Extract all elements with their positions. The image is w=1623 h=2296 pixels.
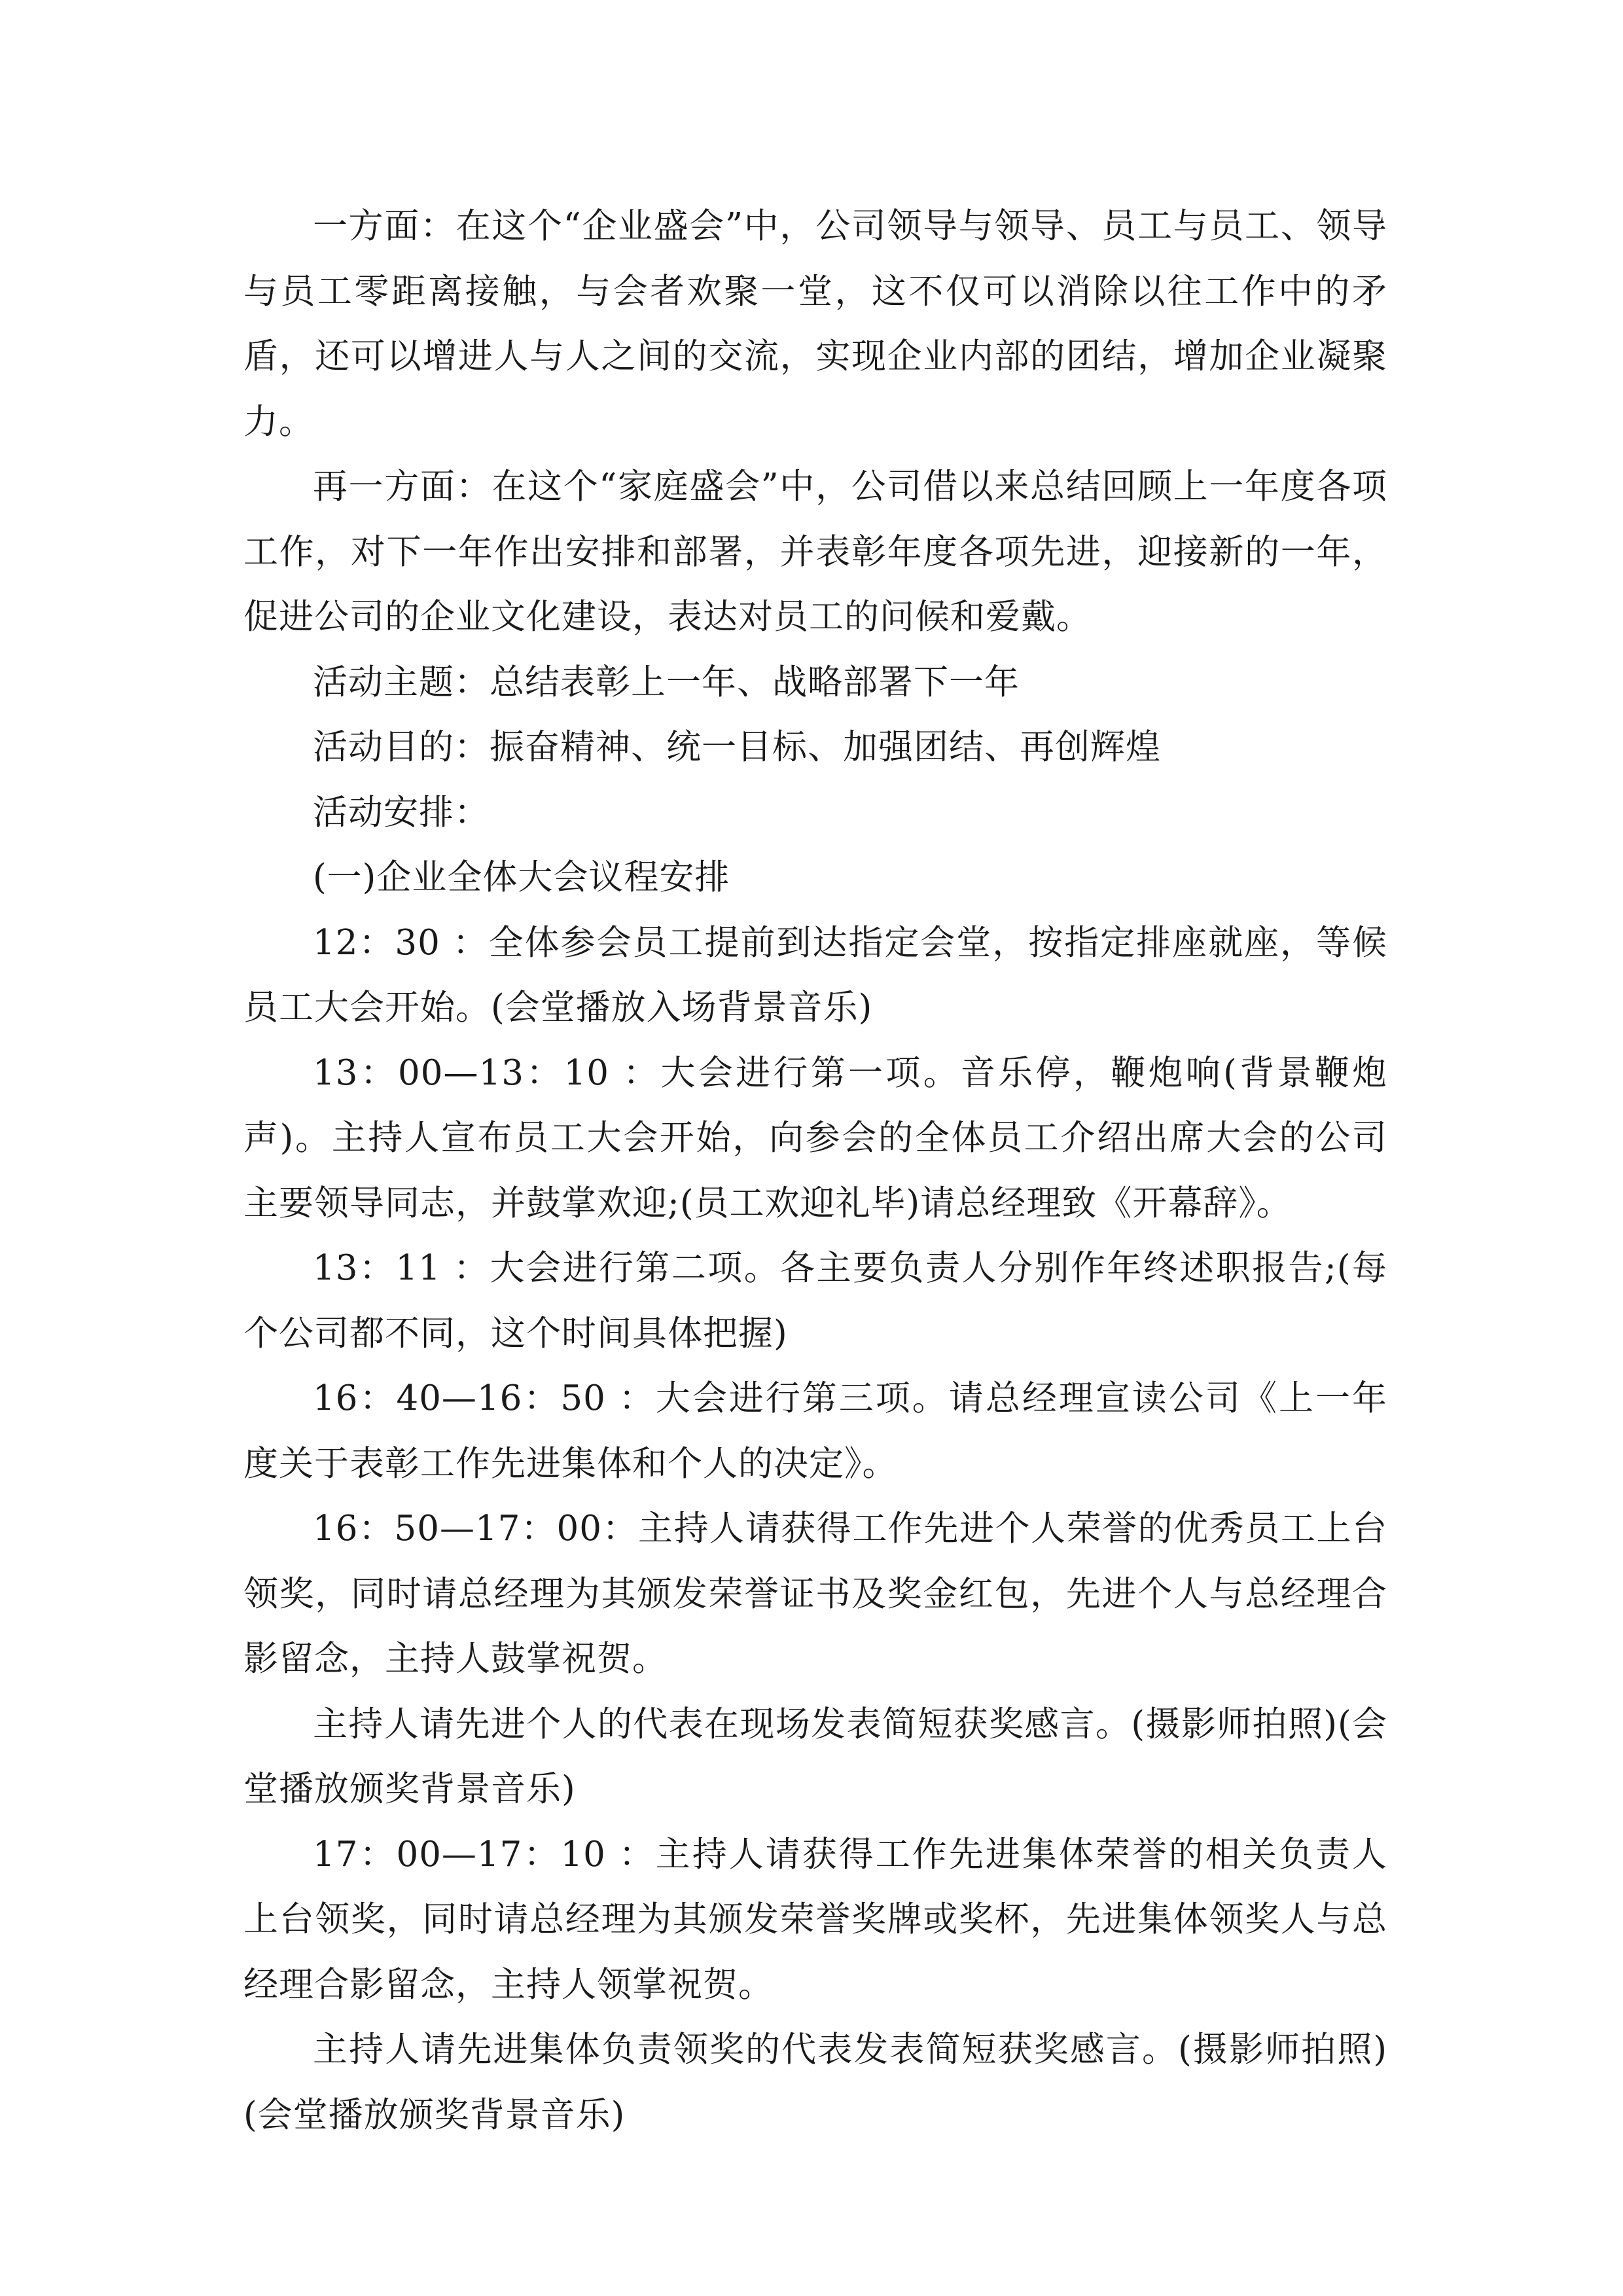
- paragraph-purpose-two: 再一方面：在这个“家庭盛会”中，公司借以来总结回顾上一年度各项工作，对下一年作出安排和部署，并表彰年度各项先进，迎接新的一年，促进公司的企业文化建设，表达对员工的问候和爱戴。: [243, 467, 1387, 637]
- paragraph-agenda-1300: 13：00—13：10 ：大会进行第一项。音乐停，鞭炮响(背景鞭炮声)。主持人宣布员工大会开始，向参会的全体员工介绍出席大会的公司主要领导同志，并鼓掌欢迎;(员工欢迎礼毕)请总经理致《开幕辞》。: [243, 1052, 1387, 1223]
- paragraph-agenda-1640: 16：40—16：50 ：大会进行第三项。请总经理宣读公司《上一年度关于表彰工作先进集体和个人的决定》。: [243, 1378, 1387, 1484]
- paragraph-theme: 活动主题：总结表彰上一年、战略部署下一年: [313, 662, 1020, 702]
- paragraph-purpose-one: 一方面：在这个“企业盛会”中，公司领导与领导、员工与员工、领导与员工零距离接触，与会者欢聚一堂，这不仅可以消除以往工作中的矛盾，还可以增进人与人之间的交流，实现企业内部的团结，增加企业凝聚力。: [243, 206, 1387, 442]
- paragraph-goal: 活动目的：振奋精神、统一目标、加强团结、再创辉煌: [313, 727, 1161, 767]
- paragraph-individual-speech: 主持人请先进个人的代表在现场发表简短获奖感言。(摄影师拍照)(会堂播放颁奖背景音乐): [243, 1704, 1387, 1809]
- paragraph-collective-speech: 主持人请先进集体负责领奖的代表发表简短获奖感言。(摄影师拍照)(会堂播放颁奖背景音乐): [243, 2030, 1387, 2135]
- paragraph-agenda-heading: (一)企业全体大会议程安排: [313, 857, 730, 897]
- paragraph-agenda-1230: 12：30 ：全体参会员工提前到达指定会堂，按指定排座就座，等候员工大会开始。(会堂播放入场背景音乐): [243, 922, 1387, 1028]
- paragraph-agenda-1650: 16：50—17：00：主持人请获得工作先进个人荣誉的优秀员工上台领奖，同时请总经理为其颁发荣誉证书及奖金红包，先进个人与总经理合影留念，主持人鼓掌祝贺。: [243, 1509, 1387, 1679]
- paragraph-agenda-1311: 13：11 ：大会进行第二项。各主要负责人分别作年终述职报告;(每个公司都不同，这个时间具体把握): [243, 1248, 1387, 1354]
- paragraph-agenda-1700: 17：00—17：10 ：主持人请获得工作先进集体荣誉的相关负责人上台领奖，同时请总经理为其颁发荣誉奖牌或奖杯，先进集体领奖人与总经理合影留念，主持人领掌祝贺。: [243, 1834, 1387, 2005]
- paragraph-arrangement-heading: 活动安排：: [313, 792, 490, 833]
- document-body: [243, 194, 1387, 2147]
